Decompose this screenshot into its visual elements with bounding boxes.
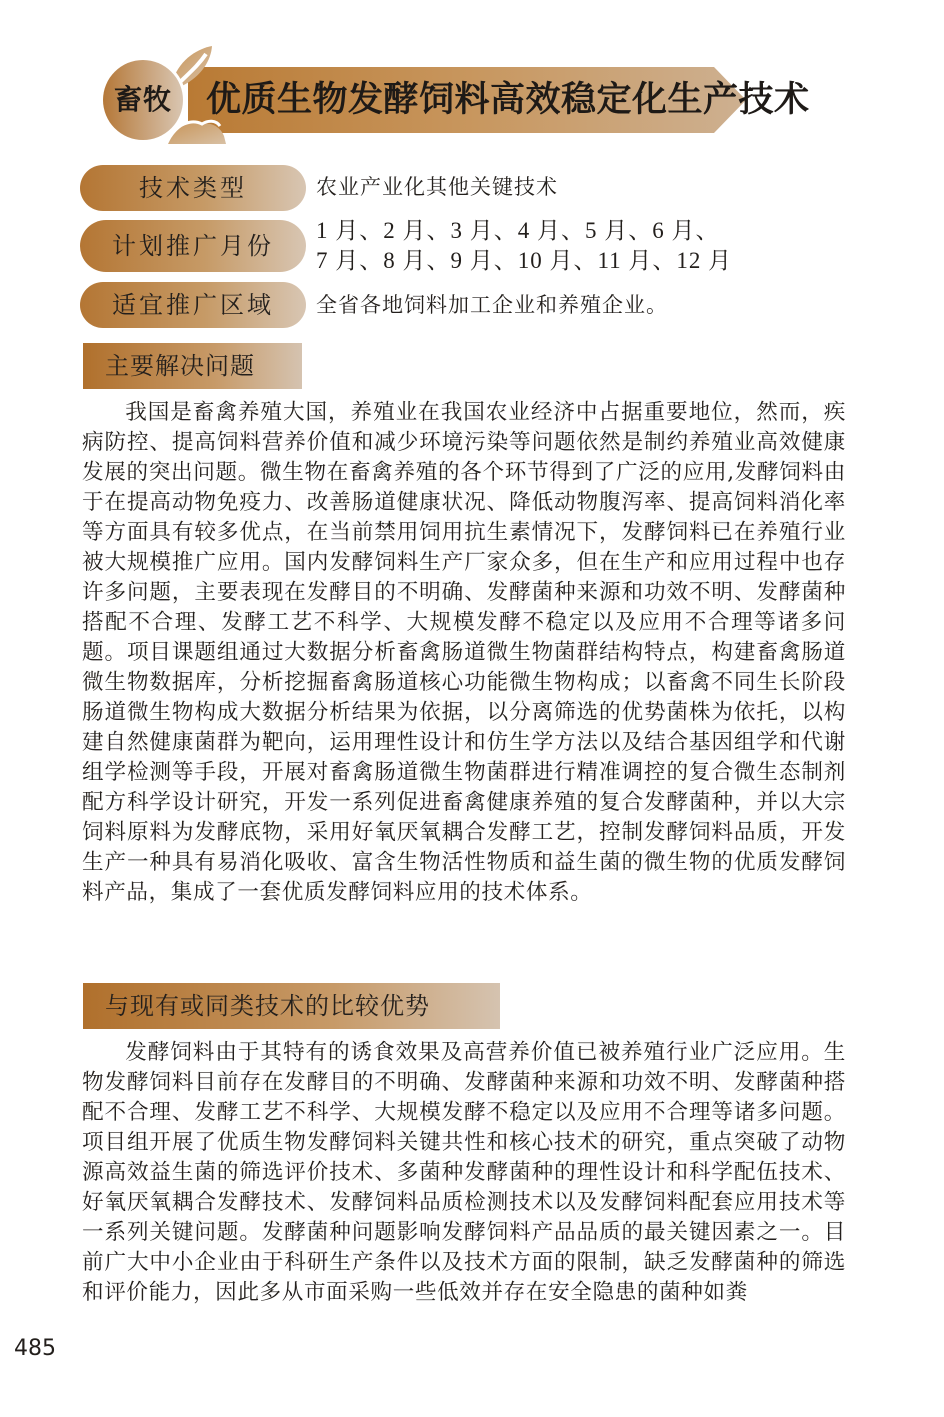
page-title: 优质生物发酵饲料高效稳定化生产技术 bbox=[206, 80, 810, 120]
tech-type-value: 农业产业化其他关键技术 bbox=[316, 175, 558, 199]
section-body: 我国是畜禽养殖大国，养殖业在我国农业经济中占据重要地位，然而，疾病防控、提高饲料营养价值和减少环境污染等问题依然是制约养殖业高效健康发展的突出问题。微生物在畜禽养殖的各个环节得到了广泛的应用,发酵饲料由于在提高动物免疫力、改善肠道健康状况、降低动物腹泻率、提高饲料消化率等方面具有较多优点，在当前禁用饲用抗生素情况下，发酵饲料已在养殖行业被大规模推广应用。国内发酵饲料生产厂家众多，但在生产和应用过程中也存许多问题，主要表现在发酵目的不明确、发酵菌种来源和功效不明、发酵菌种搭配不合理、发酵工艺不科学、大规模发酵不稳定以及应用不合理等诸多问题。项目课题组通过大数据分析畜禽肠道微生物菌群结构特点，构建畜禽肠道微生物数据库，分析挖掘畜禽肠道核心功能微生物构成；以畜禽不同生长阶段肠道微生物构成大数据分析结果为依据，以分离筛选的优势菌株为依托，以构建自然健康菌群为靶向，运用理性设计和仿生学方法以及结合基因组学和代谢组学检测等手段，开展对畜禽肠道微生物菌群进行精准调控的复合微生态制剂配方科学设计研究，开发一系列促进畜禽健康养殖的复合发酵菌种，并以大宗饲料原料为发酵底物，采用好氧厌氧耦合发酵工艺，控制发酵饲料品质，开发生产一种具有易消化吸收、富含生物活性物质和益生菌的微生物的优质发酵饲料产品，集成了一套优质发酵饲料应用的技术体系。 bbox=[82, 400, 846, 905]
months-label: 计划推广月份 bbox=[80, 220, 306, 272]
months-value-line2: 7 月、8 月、9 月、10 月、11 月、12 月 bbox=[316, 248, 733, 273]
region-value: 全省各地饲料加工企业和养殖企业。 bbox=[316, 293, 668, 317]
page-number: 485 bbox=[14, 1336, 56, 1361]
section-heading: 主要解决问题 bbox=[83, 343, 302, 389]
category-label: 畜牧 bbox=[113, 83, 172, 116]
tech-type-label: 技术类型 bbox=[80, 165, 306, 211]
months-value-line1: 1 月、2 月、3 月、4 月、5 月、6 月、 bbox=[316, 218, 720, 243]
section-body: 发酵饲料由于其特有的诱食效果及高营养价值已被养殖行业广泛应用。生物发酵饲料目前存在发酵目的不明确、发酵菌种来源和功效不明、发酵菌种搭配不合理、发酵工艺不科学、大规模发酵不稳定以及应用不合理等诸多问题。项目组开展了优质生物发酵饲料关键共性和核心技术的研究，重点突破了动物源高效益生菌的筛选评价技术、多菌种发酵菌种的理性设计和科学配伍技术、好氧厌氧耦合发酵技术、发酵饲料品质检测技术以及发酵饲料配套应用技术等一系列关键问题。发酵菌种问题影响发酵饲料产品品质的最关键因素之一。目前广大中小企业由于科研生产条件以及技术方面的限制，缺乏发酵菌种的筛选和评价能力，因此多从市面采购一些低效并存在安全隐患的菌种如粪 bbox=[82, 1040, 846, 1305]
region-label: 适宜推广区域 bbox=[80, 282, 306, 328]
section-heading: 与现有或同类技术的比较优势 bbox=[83, 983, 500, 1029]
